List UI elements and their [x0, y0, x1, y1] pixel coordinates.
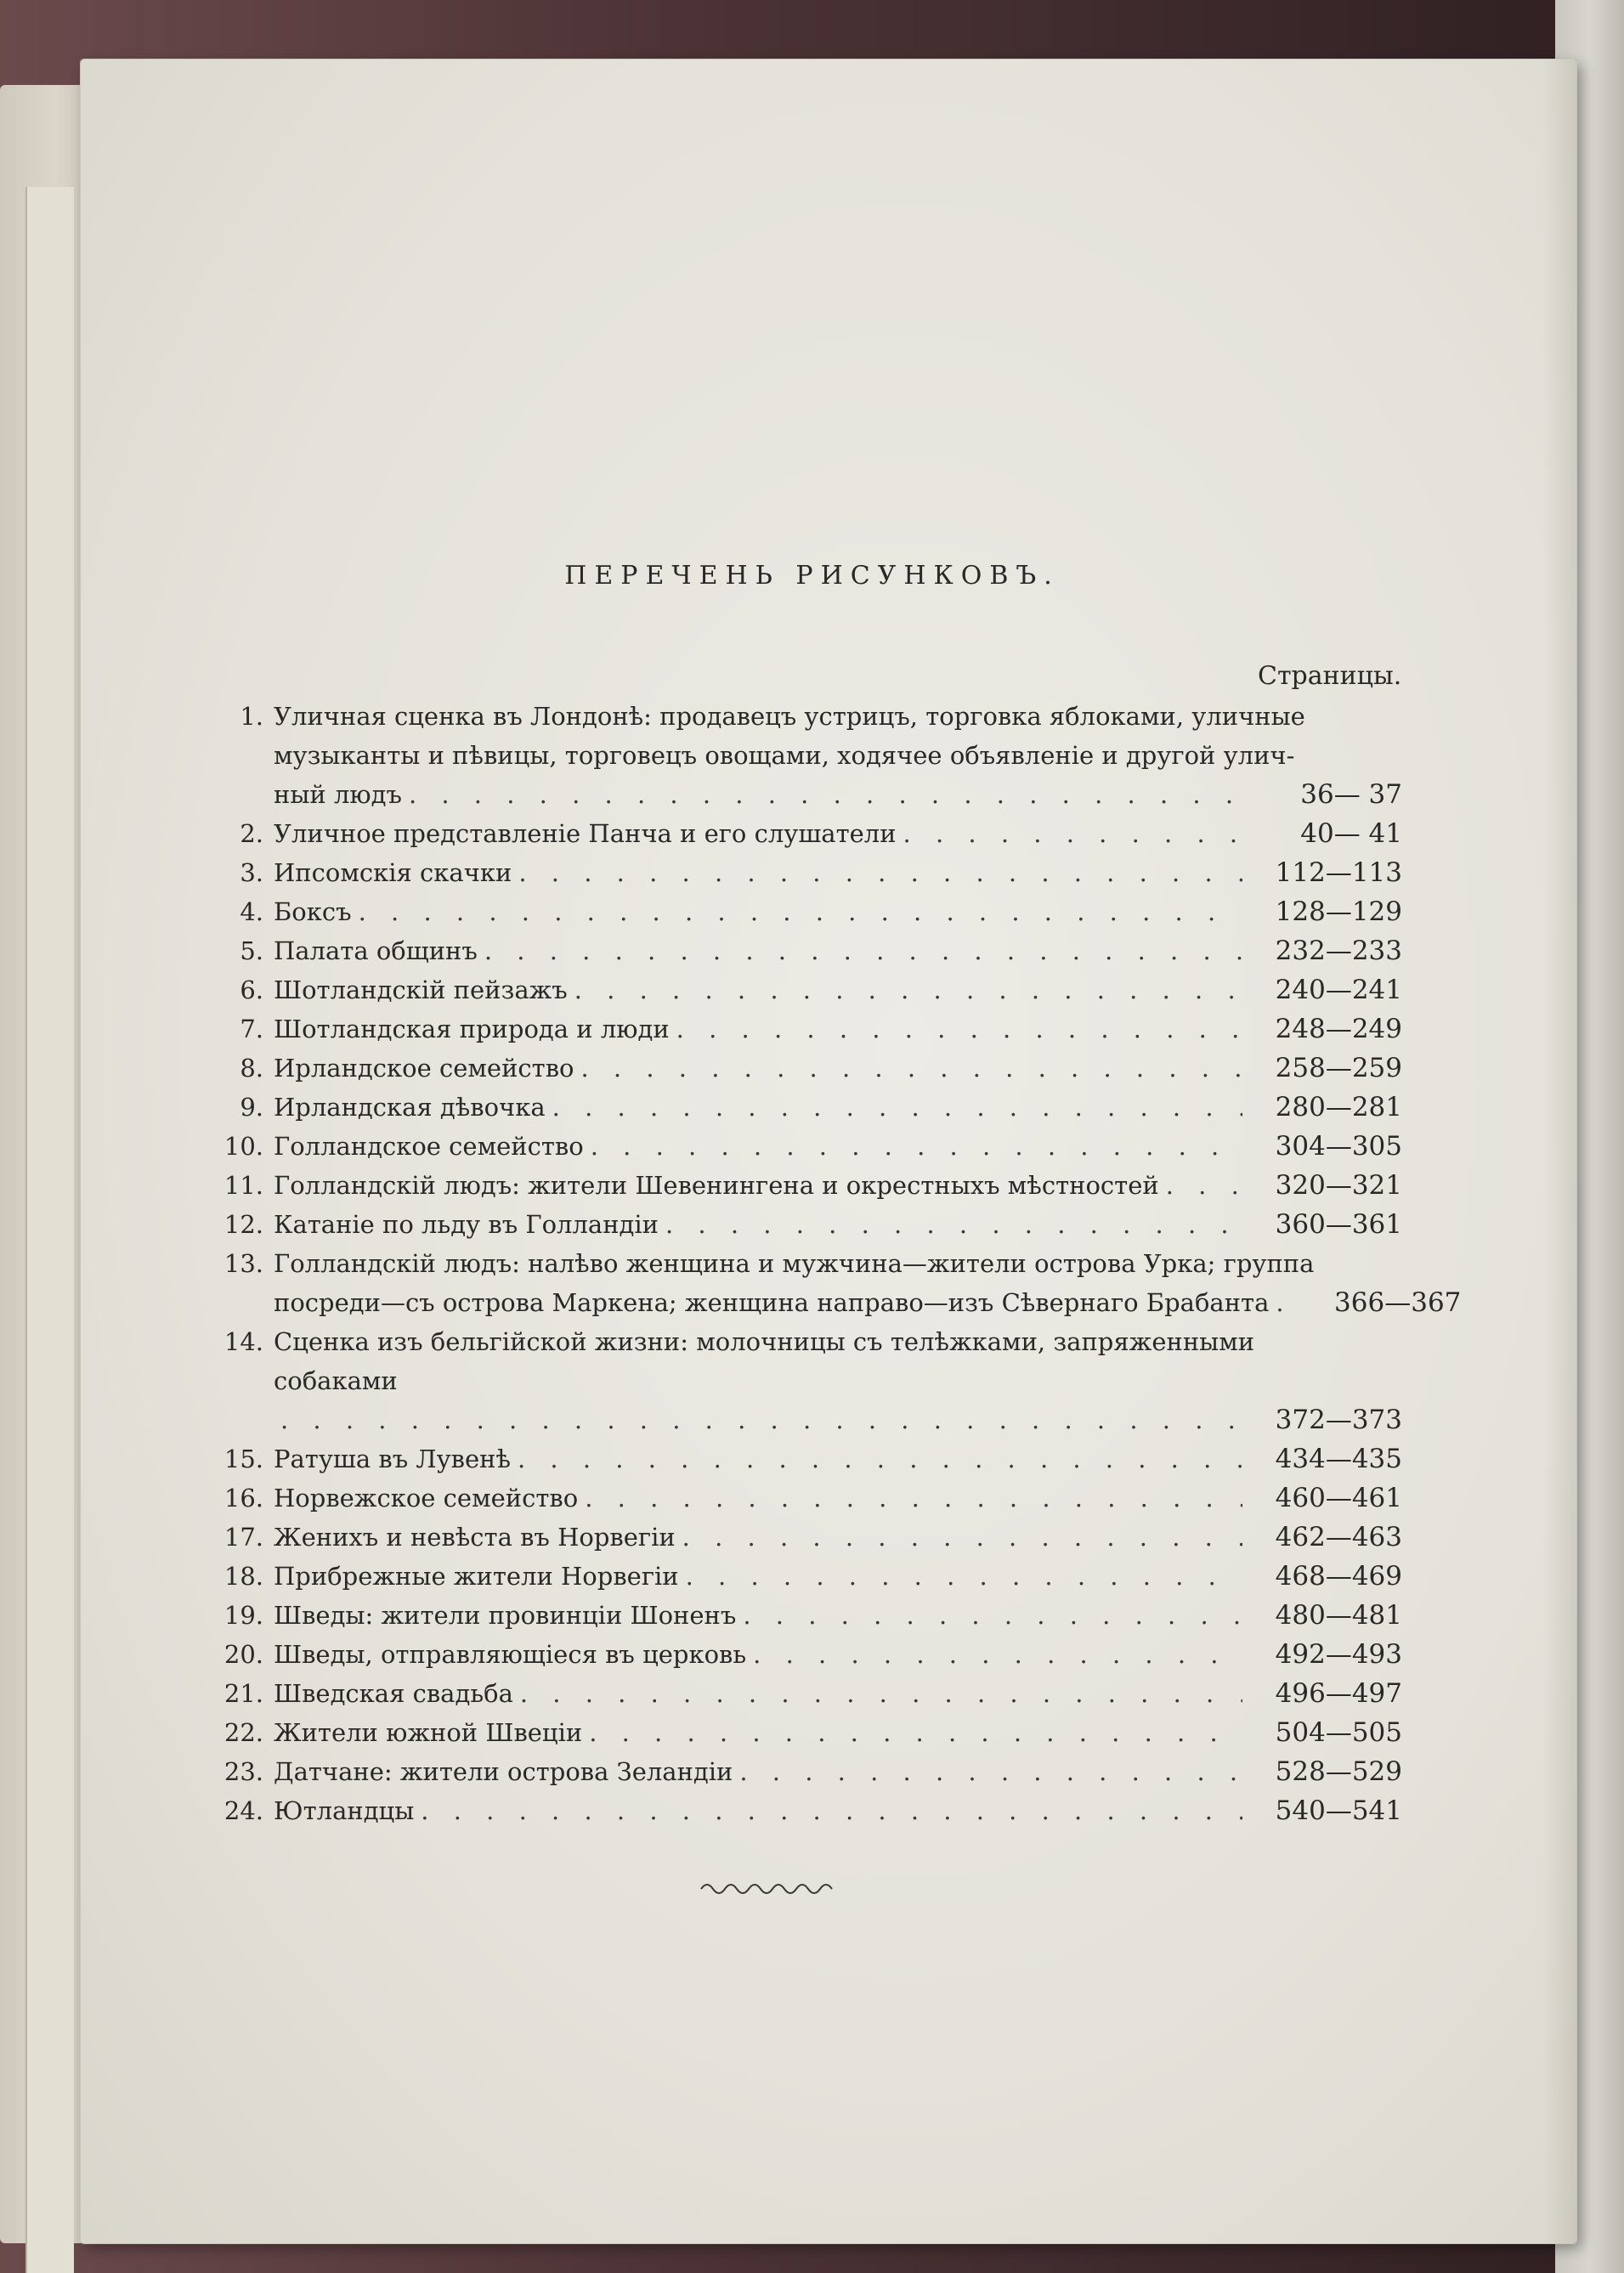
dot-leader [421, 1791, 1242, 1830]
dot-leader [518, 853, 1242, 892]
list-item [195, 892, 1402, 931]
item-pages: 366—367 [1334, 1287, 1462, 1318]
item-caption: Уличное представленіе Панча и его слушатели [274, 819, 897, 848]
item-number: 24. [224, 1796, 263, 1825]
list-item [195, 1244, 1462, 1322]
item-pages: 320—321 [1275, 1170, 1402, 1201]
item-caption: Норвежское семейство [274, 1484, 579, 1513]
item-caption-continued: собаками [274, 1366, 398, 1395]
item-caption: Шведская свадьба [274, 1679, 513, 1708]
tail-ornament [697, 1874, 841, 1899]
item-caption: Катаніе по льду въ Голландіи [274, 1210, 659, 1239]
dot-leader [903, 814, 1242, 853]
item-number: 9. [240, 1093, 263, 1122]
dot-leader [552, 1088, 1242, 1127]
page-title: ПЕРЕЧЕНЬ РИСУНКОВЪ. [564, 561, 1060, 591]
dot-leader [686, 1557, 1242, 1596]
illustration-list [195, 697, 1462, 1830]
list-item [195, 1322, 1402, 1400]
item-pages: 434—435 [1275, 1444, 1402, 1474]
item-caption: Уличная сценка въ Лондонѣ: продавецъ устрицъ, торговка яблоками, уличные [274, 702, 1305, 731]
item-caption: Голландскій людъ: жители Шевенингена и окрестныхъ мѣстностей [274, 1171, 1159, 1200]
item-number: 14. [224, 1327, 263, 1356]
item-number: 21. [224, 1679, 263, 1708]
item-number: 23. [224, 1757, 263, 1786]
item-number: 10. [224, 1132, 263, 1161]
item-number: 8. [240, 1054, 263, 1083]
item-pages: 128—129 [1275, 896, 1402, 927]
item-pages: 540—541 [1275, 1795, 1402, 1826]
item-pages: 304—305 [1275, 1131, 1402, 1162]
dot-leader [518, 1439, 1242, 1479]
previous-pages-edge [25, 187, 74, 2273]
item-number: 6. [240, 975, 263, 1004]
item-pages: 258—259 [1275, 1053, 1402, 1083]
list-item [195, 1752, 1402, 1791]
dot-leader [574, 970, 1242, 1009]
list-item [195, 1518, 1402, 1557]
list-item [195, 1088, 1402, 1127]
item-number: 20. [224, 1640, 263, 1669]
item-pages: 496—497 [1275, 1678, 1402, 1709]
page-shading [1542, 59, 1576, 2243]
item-pages: 248—249 [1275, 1014, 1402, 1044]
item-number: 16. [224, 1484, 263, 1513]
list-item [195, 1049, 1402, 1088]
dot-leader [580, 1049, 1242, 1088]
item-caption: Ютландцы [274, 1796, 415, 1825]
item-number: 19. [224, 1601, 263, 1630]
pages-column-header: Страницы. [1258, 661, 1402, 691]
dot-leader [520, 1674, 1242, 1713]
item-pages: 462—463 [1275, 1522, 1402, 1552]
dot-leader [359, 892, 1242, 931]
item-pages: 372—373 [1275, 1405, 1402, 1435]
item-number: 22. [224, 1718, 263, 1747]
book-back-cover-edge [0, 85, 93, 2243]
list-item [195, 1635, 1402, 1674]
item-caption: Шведы: жители провинціи Шоненъ [274, 1601, 737, 1630]
item-caption-continued: посреди—съ острова Маркена; женщина направо—изъ Сѣвернаго Брабанта [274, 1288, 1270, 1317]
item-pages: 40— 41 [1300, 818, 1402, 849]
item-pages: 112—113 [1275, 857, 1402, 888]
item-pages: 360—361 [1275, 1209, 1402, 1240]
item-pages: 480—481 [1275, 1600, 1402, 1631]
item-caption: Голландское семейство [274, 1132, 584, 1161]
item-number: 7. [240, 1015, 263, 1043]
item-caption: Женихъ и невѣста въ Норвегіи [274, 1523, 676, 1552]
list-item [195, 1439, 1402, 1479]
dot-leader [665, 1205, 1242, 1244]
list-item [195, 1713, 1402, 1752]
list-item [195, 1166, 1402, 1205]
dot-leader [1276, 1283, 1301, 1322]
item-number: 15. [224, 1445, 263, 1473]
item-number: 3. [240, 858, 263, 887]
list-item [195, 853, 1402, 892]
item-caption: Шотландскій пейзажъ [274, 975, 568, 1004]
dot-leader [682, 1518, 1242, 1557]
dot-leader [1166, 1166, 1242, 1205]
item-pages: 468—469 [1275, 1561, 1402, 1592]
item-caption: Сценка изъ бельгійской жизни: молочницы съ телѣжками, запряженными [274, 1327, 1255, 1356]
dot-leader [739, 1752, 1242, 1791]
list-item [195, 1205, 1402, 1244]
list-item [195, 1557, 1402, 1596]
item-pages: 492—493 [1275, 1639, 1402, 1670]
item-number: 1. [240, 702, 263, 731]
item-caption: Жители южной Швеціи [274, 1718, 583, 1747]
dot-leader [591, 1127, 1242, 1166]
item-pages: 280—281 [1275, 1092, 1402, 1122]
item-caption: Шведы, отправляющіеся въ церковь [274, 1640, 747, 1669]
list-item [195, 1791, 1402, 1830]
item-caption: Ратуша въ Лувенѣ [274, 1445, 511, 1473]
item-number: 12. [224, 1210, 263, 1239]
dot-leader [589, 1713, 1242, 1752]
dot-leader [484, 931, 1242, 970]
item-pages: 232—233 [1275, 936, 1402, 966]
item-number: 18. [224, 1562, 263, 1591]
item-caption: Шотландская природа и люди [274, 1015, 670, 1043]
item-pages: 528—529 [1275, 1756, 1402, 1787]
list-item [195, 814, 1402, 853]
item-caption: Ирландское семейство [274, 1054, 574, 1083]
list-item [195, 1009, 1402, 1049]
item-caption: Голландскій людъ: налѣво женщина и мужчина—жители острова Урка; группа [274, 1249, 1315, 1278]
item-number: 5. [240, 936, 263, 965]
list-item [195, 1596, 1402, 1635]
item-pages: 460—461 [1275, 1483, 1402, 1513]
list-item [195, 1127, 1402, 1166]
dot-leader [280, 1400, 1242, 1439]
list-item [195, 1479, 1402, 1518]
item-caption-continued: ный людъ [274, 780, 402, 809]
item-number: 13. [224, 1249, 263, 1278]
dot-leader [743, 1596, 1242, 1635]
item-caption: Боксъ [274, 897, 352, 926]
item-pages: 504—505 [1275, 1717, 1402, 1748]
list-item [195, 970, 1402, 1009]
item-number: 11. [224, 1171, 263, 1200]
item-number: 17. [224, 1523, 263, 1552]
item-caption: Палата общинъ [274, 936, 478, 965]
list-item [195, 1400, 1402, 1439]
dot-leader [676, 1009, 1242, 1049]
item-number: 4. [240, 897, 263, 926]
item-caption: Ипсомскія скачки [274, 858, 512, 887]
dot-leader [409, 775, 1242, 814]
item-caption: Датчане: жители острова Зеландіи [274, 1757, 733, 1786]
list-item [195, 697, 1402, 814]
dot-leader [753, 1635, 1242, 1674]
item-caption: Ирландская дѣвочка [274, 1093, 546, 1122]
list-item [195, 931, 1402, 970]
item-caption-continued: музыканты и пѣвицы, торговецъ овощами, ходячее объявленіе и другой улич- [274, 741, 1295, 770]
item-pages: 240—241 [1275, 975, 1402, 1005]
item-caption: Прибрежные жители Норвегіи [274, 1562, 679, 1591]
item-number: 2. [240, 819, 263, 848]
dot-leader [585, 1479, 1242, 1518]
item-pages: 36— 37 [1300, 779, 1402, 810]
list-item [195, 1674, 1402, 1713]
